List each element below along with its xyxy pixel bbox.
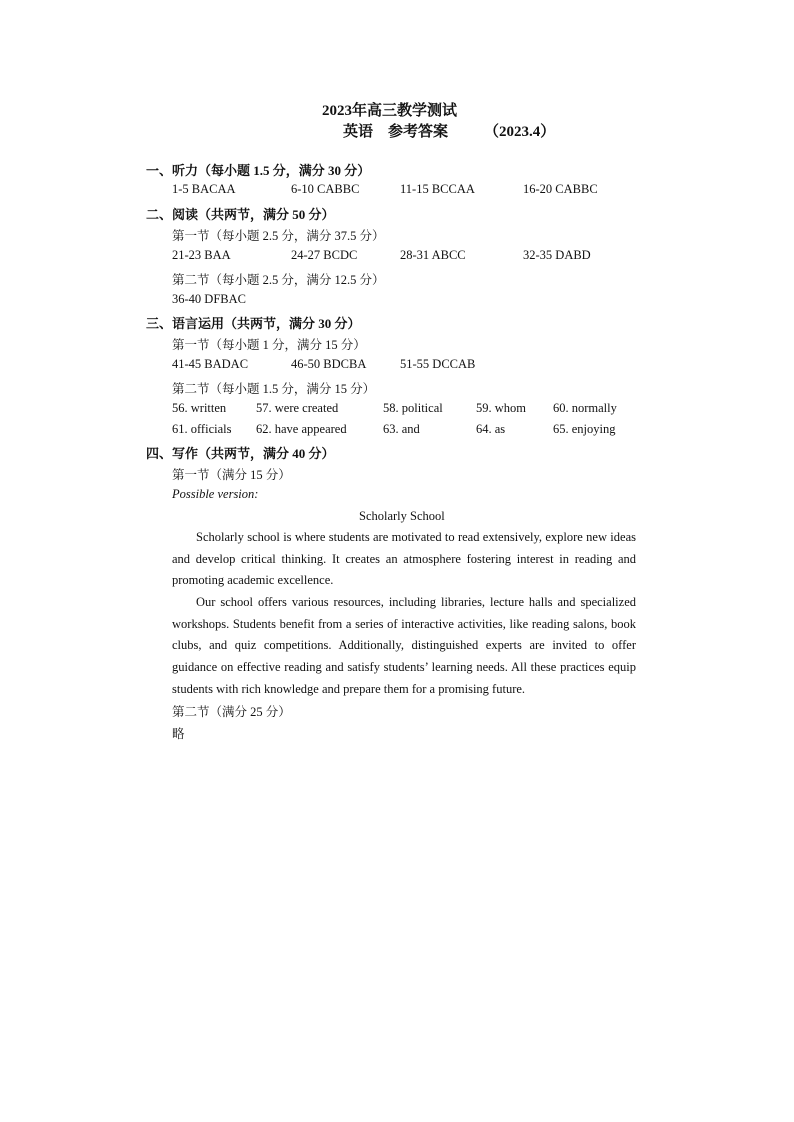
part3-sec1-heading: 第一节（每小题 1 分，满分 15 分） <box>172 338 366 352</box>
answer-item: 65. enjoying <box>553 422 616 436</box>
answer-group: 46-50 BDCBA <box>291 357 367 371</box>
part2-sec1-heading: 第一节（每小题 2.5 分，满分 37.5 分） <box>172 229 385 243</box>
part4-sec2-content: 略 <box>172 727 185 741</box>
answer-group: 16-20 CABBC <box>523 182 598 196</box>
answer-item: 58. political <box>383 401 443 415</box>
answer-group: 24-27 BCDC <box>291 248 358 262</box>
answer-item: 56. written <box>172 401 227 415</box>
part2-sec2-heading: 第二节（每小题 2.5 分，满分 12.5 分） <box>172 273 385 287</box>
possible-version-label: Possible version: <box>172 487 259 501</box>
answer-item: 60. normally <box>553 401 617 415</box>
answer-item: 62. have appeared <box>256 422 347 436</box>
answer-group: 28-31 ABCC <box>400 248 466 262</box>
answer-group: 36-40 DFBAC <box>172 292 246 306</box>
answer-item: 61. officials <box>172 422 232 436</box>
part4-sec1-heading: 第一节（满分 15 分） <box>172 468 291 482</box>
part2-heading: 二、阅读（共两节，满分 50 分） <box>146 207 335 222</box>
answer-group: 32-35 DABD <box>523 248 591 262</box>
part3-sec2-heading: 第二节（每小题 1.5 分，满分 15 分） <box>172 382 376 396</box>
part3-heading: 三、语言运用（共两节，满分 30 分） <box>146 316 361 331</box>
answer-group: 1-5 BACAA <box>172 182 236 196</box>
essay-paragraph-1: Scholarly school is where students are motivated to read extensively, explore new ideas and develop critical thinking. It creates an atmosphere fostering interest in reading and promoting academic excellence. <box>172 530 636 588</box>
answer-group: 6-10 CABBC <box>291 182 360 196</box>
answer-group: 11-15 BCCAA <box>400 182 475 196</box>
answer-group: 21-23 BAA <box>172 248 231 262</box>
doc-date: （2023.4） <box>484 124 556 140</box>
essay-title: Scholarly School <box>359 509 445 523</box>
answer-item: 63. and <box>383 422 420 436</box>
answer-group: 51-55 DCCAB <box>400 357 476 371</box>
doc-subtitle: 英语 参考答案 <box>343 124 449 140</box>
answer-group: 41-45 BADAC <box>172 357 249 371</box>
doc-title: 2023年高三教学测试 <box>322 103 458 119</box>
part4-heading: 四、写作（共两节，满分 40 分） <box>146 446 335 461</box>
answer-item: 59. whom <box>476 401 526 415</box>
part4-sec2-heading: 第二节（满分 25 分） <box>172 705 291 719</box>
answer-item: 57. were created <box>256 401 339 415</box>
part1-heading: 一、听力（每小题 1.5 分，满分 30 分） <box>146 163 371 178</box>
essay-paragraph-2: Our school offers various resources, including libraries, lecture halls and specialized workshops. Students benefit from a series of interactive activities, like reading salons, book clubs, and quiz competitions. Additionally, distinguished experts are invited to offer guidance on effective reading and satisfy students’ learning needs. All these practices equip students with rich knowledge and prepare them for a promising future. <box>172 595 636 696</box>
answer-item: 64. as <box>476 422 506 436</box>
